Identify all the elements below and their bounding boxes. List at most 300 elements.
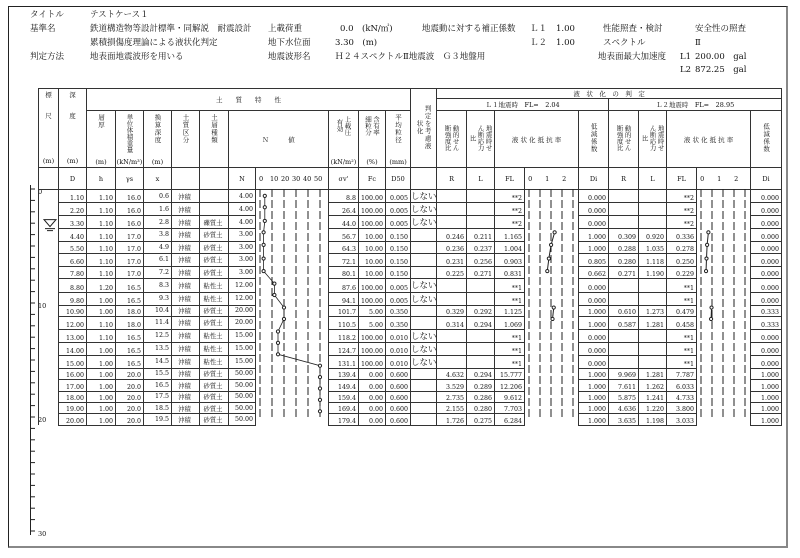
- cell-n: 4.00: [229, 203, 256, 216]
- col-l2-header: Ｌ２地震時 FL= 28.95: [609, 99, 782, 111]
- cell-fc: 100.00: [359, 216, 386, 229]
- cell-x: 18.5: [144, 402, 172, 413]
- cell-type: 礫質土: [200, 216, 229, 229]
- fl-tick-label: 1: [717, 174, 722, 183]
- table-row: [39, 414, 782, 425]
- cell-sv: 64.3: [329, 241, 359, 254]
- graph-cell: [525, 266, 579, 279]
- scale-cell: [39, 305, 59, 316]
- col-thickness: 層厚 (m): [87, 111, 116, 168]
- cell-x: 10.4: [144, 305, 172, 316]
- cell-cls: 沖積: [172, 203, 200, 216]
- scale-cell: [39, 391, 59, 402]
- sym-r: R: [437, 168, 467, 190]
- cell-l: 0.294: [467, 317, 495, 330]
- cell-h: 1.10: [87, 266, 116, 279]
- wave-value: Ｈ２４スペクトルⅡ地震波 Ｇ３地盤用: [335, 52, 486, 62]
- cell-n: 3.00: [229, 241, 256, 254]
- cell-gs: 18.0: [116, 317, 144, 330]
- cell-x: 2.8: [144, 216, 172, 229]
- cell-consider: [411, 241, 437, 254]
- graph-cell: [525, 229, 579, 242]
- cell-n: 50.00: [229, 402, 256, 413]
- cell-h: 1.10: [87, 317, 116, 330]
- cell-sv: 118.2: [329, 329, 359, 342]
- cell-x: 0.6: [144, 190, 172, 203]
- cell-r2: 9.969: [609, 368, 639, 379]
- cell-fl: 6.284: [495, 414, 525, 425]
- graph-cell: [256, 254, 329, 267]
- cell-di2: 0.000: [751, 266, 782, 279]
- cell-r: 4.632: [437, 368, 467, 379]
- cell-n: 12.00: [229, 279, 256, 293]
- cell-di2: 1.000: [751, 414, 782, 425]
- graph-cell: [697, 279, 751, 293]
- graph-cell: [697, 216, 751, 229]
- cell-fl: 7.703: [495, 402, 525, 413]
- cell-cls: 沖積: [172, 368, 200, 379]
- cell-di: 0.000: [579, 342, 609, 355]
- cell-fl: **1: [495, 279, 525, 293]
- cell-h: 1.10: [87, 254, 116, 267]
- cell-gs: 16.0: [116, 190, 144, 203]
- cell-r2: 4.636: [609, 402, 639, 413]
- cell-x: 7.2: [144, 266, 172, 279]
- cell-fl: **1: [495, 342, 525, 355]
- cell-fl2: 0.479: [667, 305, 697, 316]
- cell-d: 16.00: [59, 368, 87, 379]
- cell-h: 1.00: [87, 355, 116, 368]
- cell-x: 17.5: [144, 391, 172, 402]
- col-soil-type: 土層種類: [200, 111, 229, 168]
- cell-n: 3.00: [229, 266, 256, 279]
- cell-n: 15.00: [229, 342, 256, 355]
- cell-di: 1.000: [579, 305, 609, 316]
- cell-r: 0.225: [437, 266, 467, 279]
- cell-x: 9.3: [144, 292, 172, 305]
- graph-cell: [697, 241, 751, 254]
- cell-n: 15.00: [229, 329, 256, 342]
- cell-cls: 沖積: [172, 342, 200, 355]
- table-row: [39, 279, 782, 293]
- cell-consider: しない: [411, 203, 437, 216]
- cell-di2: 1.000: [751, 368, 782, 379]
- cell-d50: 0.150: [386, 266, 411, 279]
- cell-d: 12.00: [59, 317, 87, 330]
- cell-di2: 0.000: [751, 241, 782, 254]
- cell-d: 2.20: [59, 203, 87, 216]
- cell-sv: 169.4: [329, 402, 359, 413]
- gwl-value: 3.30 (m): [335, 38, 378, 48]
- table-row: [39, 355, 782, 368]
- cell-r2: 5.875: [609, 391, 639, 402]
- cell-di: 1.000: [579, 241, 609, 254]
- table-row: [39, 266, 782, 279]
- cell-l: 0.271: [467, 266, 495, 279]
- col-soil-props: 土 質 特 性: [87, 89, 411, 111]
- cell-l: [467, 355, 495, 368]
- cell-x: 11.4: [144, 317, 172, 330]
- col-liq-judge: 液 状 化 の 判 定: [437, 89, 782, 99]
- method-value: 地表面地震波形を用いる: [90, 52, 184, 62]
- graph-cell: [697, 305, 751, 316]
- cell-gs: 20.0: [116, 368, 144, 379]
- cell-di: 1.000: [579, 414, 609, 425]
- graph-cell: [256, 368, 329, 379]
- standard-value-2: 累積損傷度理論による液状化判定: [90, 38, 218, 48]
- cell-fl2: **2: [667, 216, 697, 229]
- cell-consider: しない: [411, 355, 437, 368]
- cell-l2: [639, 279, 667, 293]
- n-tick-label: 50: [314, 174, 323, 183]
- cell-r2: 0.288: [609, 241, 639, 254]
- cell-fc: 10.00: [359, 241, 386, 254]
- graph-cell: [256, 414, 329, 425]
- graph-cell: [697, 254, 751, 267]
- cell-di2: 0.000: [751, 279, 782, 293]
- n-tick-label: 10: [270, 174, 279, 183]
- graph-cell: [525, 305, 579, 316]
- fl-axis-ticks-l1: [525, 168, 579, 190]
- graph-cell: [697, 203, 751, 216]
- cell-x: 15.5: [144, 368, 172, 379]
- cell-h: 1.20: [87, 279, 116, 293]
- check-value: 安全性の照査: [695, 24, 747, 34]
- cell-di: 0.000: [579, 292, 609, 305]
- cell-fc: 100.00: [359, 203, 386, 216]
- cell-gs: 20.0: [116, 380, 144, 391]
- cell-fl: **2: [495, 216, 525, 229]
- cell-r2: [609, 203, 639, 216]
- cell-di: 1.000: [579, 391, 609, 402]
- standard-value-1: 鉄道構造物等設計標準・同解説 耐震設計: [90, 24, 252, 34]
- graph-cell: [256, 342, 329, 355]
- cell-d: 13.00: [59, 329, 87, 342]
- cell-consider: しない: [411, 342, 437, 355]
- cell-d: 7.80: [59, 266, 87, 279]
- cell-h: 1.00: [87, 380, 116, 391]
- table-row: [39, 402, 782, 413]
- cell-d50: 0.600: [386, 380, 411, 391]
- cell-l2: [639, 342, 667, 355]
- scale-cell: [39, 342, 59, 355]
- cell-di2: 0.000: [751, 355, 782, 368]
- table-row: [39, 190, 782, 203]
- cell-l2: [639, 355, 667, 368]
- cell-fl: 0.831: [495, 266, 525, 279]
- scale-cell: [39, 266, 59, 279]
- cell-d50: 0.150: [386, 229, 411, 242]
- cell-d: 4.40: [59, 229, 87, 242]
- cell-consider: しない: [411, 279, 437, 293]
- fl-tick-label: 0: [528, 174, 533, 183]
- cell-r: [437, 279, 467, 293]
- graph-cell: [697, 368, 751, 379]
- cell-consider: しない: [411, 190, 437, 203]
- cell-sv: 131.1: [329, 355, 359, 368]
- cell-di2: 0.000: [751, 203, 782, 216]
- cell-type: 砂質土: [200, 229, 229, 242]
- cell-fc: 10.00: [359, 266, 386, 279]
- cell-r: [437, 190, 467, 203]
- cell-gs: 16.0: [116, 216, 144, 229]
- scale-cell: [39, 380, 59, 391]
- scale-cell: [39, 292, 59, 305]
- cell-l: 0.237: [467, 241, 495, 254]
- cell-gs: 16.5: [116, 292, 144, 305]
- cell-fl: 1.125: [495, 305, 525, 316]
- cell-cls: 沖積: [172, 402, 200, 413]
- l1-label: Ｌ１: [530, 24, 548, 34]
- cell-x: 3.8: [144, 229, 172, 242]
- cell-fc: 5.00: [359, 305, 386, 316]
- cell-gs: 16.0: [116, 203, 144, 216]
- l2-value: 1.00: [556, 38, 575, 48]
- cell-r: [437, 355, 467, 368]
- cell-d: 6.60: [59, 254, 87, 267]
- col-d50: 平均粒径 (mm): [386, 111, 411, 168]
- accel-label: 地表面最大加速度: [598, 52, 667, 62]
- cell-h: 1.10: [87, 229, 116, 242]
- spectrum-value: Ⅱ: [695, 38, 701, 48]
- cell-consider: [411, 380, 437, 391]
- cell-fc: 100.00: [359, 329, 386, 342]
- cell-n: 50.00: [229, 414, 256, 425]
- cell-fl: **1: [495, 329, 525, 342]
- cell-n: 15.00: [229, 355, 256, 368]
- cell-d: 17.00: [59, 380, 87, 391]
- col-fl-graph-l1: 液 状 化 抵 抗 率: [495, 111, 579, 168]
- cell-type: 砂質土: [200, 414, 229, 425]
- cell-r2: [609, 292, 639, 305]
- graph-cell: [525, 216, 579, 229]
- graph-cell: [256, 402, 329, 413]
- cell-type: [200, 203, 229, 216]
- sym-d: D: [59, 168, 87, 190]
- cell-cls: 沖積: [172, 329, 200, 342]
- cell-di2: 0.000: [751, 329, 782, 342]
- col-di-l2: 低減係数: [751, 111, 782, 168]
- cell-fc: 0.00: [359, 391, 386, 402]
- cell-r: 0.236: [437, 241, 467, 254]
- cell-r: [437, 292, 467, 305]
- cell-n: 3.00: [229, 229, 256, 242]
- cell-fl2: **1: [667, 329, 697, 342]
- cell-fl: 12.206: [495, 380, 525, 391]
- graph-cell: [256, 203, 329, 216]
- graph-cell: [697, 342, 751, 355]
- cell-h: 1.00: [87, 414, 116, 425]
- cell-r: [437, 329, 467, 342]
- cell-cls: 沖積: [172, 266, 200, 279]
- cell-x: 14.5: [144, 355, 172, 368]
- cell-d50: 0.005: [386, 279, 411, 293]
- cell-r2: 0.271: [609, 266, 639, 279]
- cell-sv: 94.1: [329, 292, 359, 305]
- cell-di2: 0.000: [751, 229, 782, 242]
- cell-fl: 0.903: [495, 254, 525, 267]
- sym-di: Di: [579, 168, 609, 190]
- cell-d50: 0.005: [386, 190, 411, 203]
- cell-consider: [411, 254, 437, 267]
- cell-fc: 10.00: [359, 229, 386, 242]
- cell-r: 0.314: [437, 317, 467, 330]
- cell-fl2: 7.787: [667, 368, 697, 379]
- cell-r: 0.329: [437, 305, 467, 316]
- cell-sv: 179.4: [329, 414, 359, 425]
- cell-l: [467, 190, 495, 203]
- cell-r: 1.726: [437, 414, 467, 425]
- scale-cell: [39, 254, 59, 267]
- table-row: [39, 329, 782, 342]
- cell-r2: [609, 355, 639, 368]
- table-row: [39, 292, 782, 305]
- cell-sv: 26.4: [329, 203, 359, 216]
- col-soil-class: 土質区分: [172, 111, 200, 168]
- cell-h: 1.10: [87, 216, 116, 229]
- graph-cell: [525, 329, 579, 342]
- cell-l2: [639, 216, 667, 229]
- soil-table: [38, 189, 782, 426]
- cell-h: 1.00: [87, 305, 116, 316]
- cell-l2: [639, 190, 667, 203]
- graph-cell: [525, 342, 579, 355]
- sym-n: N: [229, 168, 256, 190]
- cell-r: 2.155: [437, 402, 467, 413]
- cell-h: 1.00: [87, 342, 116, 355]
- cell-l2: 0.920: [639, 229, 667, 242]
- cell-d: 8.80: [59, 279, 87, 293]
- graph-cell: [256, 292, 329, 305]
- cell-type: 砂質土: [200, 402, 229, 413]
- cell-type: 粘性土: [200, 329, 229, 342]
- table-row: [39, 342, 782, 355]
- cell-type: 砂質土: [200, 391, 229, 402]
- cell-fl2: 3.033: [667, 414, 697, 425]
- cell-fl2: **2: [667, 203, 697, 216]
- n-tick-label: 20: [281, 174, 290, 183]
- cell-r2: [609, 190, 639, 203]
- sym-r2: R: [609, 168, 639, 190]
- cell-consider: [411, 402, 437, 413]
- col-sigma: 上載圧有効 (kN/m²): [329, 111, 359, 168]
- graph-cell: [256, 391, 329, 402]
- scale-cell: [39, 414, 59, 425]
- cell-l: 0.211: [467, 229, 495, 242]
- accel-l2-value: 872.25 gal: [695, 65, 747, 75]
- scale-cell: [39, 203, 59, 216]
- col-fc: 含有率細粒分 (%): [359, 111, 386, 168]
- cell-di2: 0.000: [751, 254, 782, 267]
- graph-cell: [525, 368, 579, 379]
- cell-l2: 1.281: [639, 317, 667, 330]
- n-tick-label: 40: [303, 174, 312, 183]
- cell-type: 砂質土: [200, 317, 229, 330]
- graph-cell: [697, 414, 751, 425]
- graph-cell: [697, 391, 751, 402]
- cell-di2: 1.000: [751, 402, 782, 413]
- cell-d50: 0.600: [386, 391, 411, 402]
- cell-fl2: **1: [667, 342, 697, 355]
- cell-gs: 20.0: [116, 414, 144, 425]
- cell-type: [200, 190, 229, 203]
- cell-sv: 8.8: [329, 190, 359, 203]
- cell-l: [467, 216, 495, 229]
- cell-di: 1.000: [579, 380, 609, 391]
- cell-d50: 0.010: [386, 342, 411, 355]
- cell-cls: 沖積: [172, 190, 200, 203]
- cell-gs: 16.5: [116, 355, 144, 368]
- cell-r: 0.246: [437, 229, 467, 242]
- graph-cell: [256, 355, 329, 368]
- sym-x: x: [144, 168, 172, 190]
- fl-tick-label: 1: [545, 174, 550, 183]
- cell-h: 1.10: [87, 329, 116, 342]
- cell-consider: [411, 266, 437, 279]
- cell-d: 10.90: [59, 305, 87, 316]
- cell-cls: 沖積: [172, 229, 200, 242]
- depth-label: 30: [38, 530, 47, 538]
- cell-gs: 17.0: [116, 266, 144, 279]
- cell-r: [437, 216, 467, 229]
- sym-gs: γs: [116, 168, 144, 190]
- cell-sv: 87.6: [329, 279, 359, 293]
- cell-r2: 0.610: [609, 305, 639, 316]
- cell-x: 8.3: [144, 279, 172, 293]
- cell-sv: 149.4: [329, 380, 359, 391]
- cell-gs: 20.0: [116, 402, 144, 413]
- depth-label: 0: [38, 188, 43, 196]
- cell-fl2: **1: [667, 292, 697, 305]
- check-label: 性能照査・検討: [603, 24, 663, 34]
- cell-l: [467, 342, 495, 355]
- cell-x: 13.5: [144, 342, 172, 355]
- scale-cell: [39, 329, 59, 342]
- fl-tick-label: 2: [734, 174, 739, 183]
- sym-fl: FL: [495, 168, 525, 190]
- cell-di: 0.000: [579, 203, 609, 216]
- cell-d50: 0.010: [386, 355, 411, 368]
- cell-sv: 72.1: [329, 254, 359, 267]
- cell-r2: [609, 329, 639, 342]
- cell-fc: 10.00: [359, 254, 386, 267]
- graph-cell: [697, 402, 751, 413]
- cell-di2: 0.000: [751, 216, 782, 229]
- col-l-l2: 地震時せん断応力比: [639, 111, 667, 168]
- symbol-row: [39, 168, 782, 190]
- cell-l2: 1.281: [639, 368, 667, 379]
- cell-di2: 0.000: [751, 342, 782, 355]
- cell-cls: 沖積: [172, 355, 200, 368]
- fl-tick-label: 2: [562, 174, 567, 183]
- l1-value: 1.00: [556, 24, 575, 34]
- cell-fc: 100.00: [359, 190, 386, 203]
- sym-di2: Di: [751, 168, 782, 190]
- cell-fl: 9.612: [495, 391, 525, 402]
- accel-l2-label: L2: [680, 65, 692, 75]
- table-row: [39, 241, 782, 254]
- cell-h: 1.10: [87, 241, 116, 254]
- cell-d50: 0.600: [386, 414, 411, 425]
- surcharge-value: 0.0 (kN/㎡): [340, 24, 393, 34]
- cell-d50: 0.005: [386, 292, 411, 305]
- cell-l: 0.294: [467, 368, 495, 379]
- wave-label: 地震波形名: [268, 52, 311, 62]
- accel-l1-label: L1: [680, 52, 692, 62]
- col-di-l1: 低減係数: [579, 111, 609, 168]
- scale-cell: [39, 229, 59, 242]
- col-l-l1: 地震時せん断応力比: [467, 111, 495, 168]
